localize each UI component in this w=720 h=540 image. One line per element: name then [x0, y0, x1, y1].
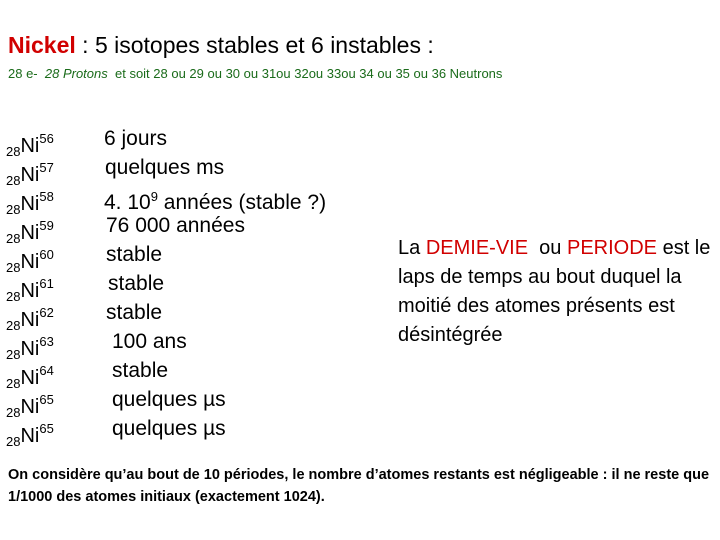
isotope-item: $_{28}Ni^{62}$: [6, 305, 54, 333]
isotope-item: $_{28}Ni^{65}$: [6, 421, 54, 449]
half-life-item: 4. $10^9$ années (stable ?): [104, 189, 327, 214]
footnote: On considère qu’au bout de 10 périodes, le nombre d’atomes restants est négligeable : il ne reste que 1/1000 des atomes initiaux (exactement 1024).: [8, 467, 710, 505]
page-title: [8, 32, 434, 59]
half-life-definition: La DEMIE-VIE ou PERIODE est le laps de temps au bout duquel la moitié des atomes présents est désintégrée: [398, 237, 711, 346]
isotope-item: $_{28}Ni^{59}$: [6, 218, 54, 246]
term-periode: PERIODE: [566, 237, 658, 259]
isotope-item: $_{28}Ni^{60}$: [6, 247, 54, 275]
neutron-options: et soit 28 ou 29 ou 30 ou 31ou 32ou 33ou 34 ou 35 ou 36 Neutrons: [114, 66, 503, 81]
isotope-list: [6, 124, 54, 449]
half-life-item: stable: [106, 243, 163, 266]
half-life-list: [104, 124, 326, 443]
half-life-item: stable: [112, 359, 169, 382]
half-life-item: stable: [106, 301, 163, 324]
half-life-item: stable: [108, 272, 165, 295]
element-name: Nickel: [8, 32, 76, 58]
title-separator: :: [75, 32, 95, 58]
term-demie-vie: DEMIE-VIE: [425, 237, 529, 259]
isotope-item: $_{28}Ni^{63}$: [6, 334, 54, 362]
isotope-item: $_{28}Ni^{61}$: [6, 276, 54, 304]
half-life-item: 76 000 années: [106, 214, 245, 237]
subtitle: [8, 66, 502, 81]
half-life-item: quelques µs: [112, 388, 226, 411]
half-life-item: 6 jours: [104, 127, 168, 150]
isotope-item: $_{28}Ni^{58}$: [6, 189, 54, 217]
isotope-item: $_{28}Ni^{57}$: [6, 160, 54, 188]
title-text: 5 isotopes stables et 6 instables :: [94, 32, 434, 58]
half-life-item: quelques ms: [105, 156, 225, 179]
half-life-item: quelques µs: [112, 417, 226, 440]
electron-count: 28 e-: [8, 66, 38, 81]
isotope-item: $_{28}Ni^{56}$: [6, 131, 54, 159]
isotope-item: $_{28}Ni^{64}$: [6, 363, 54, 391]
half-life-item: 100 ans: [112, 330, 187, 353]
proton-count: 28 Protons: [44, 66, 108, 81]
isotope-item: $_{28}Ni^{65}$: [6, 392, 54, 420]
